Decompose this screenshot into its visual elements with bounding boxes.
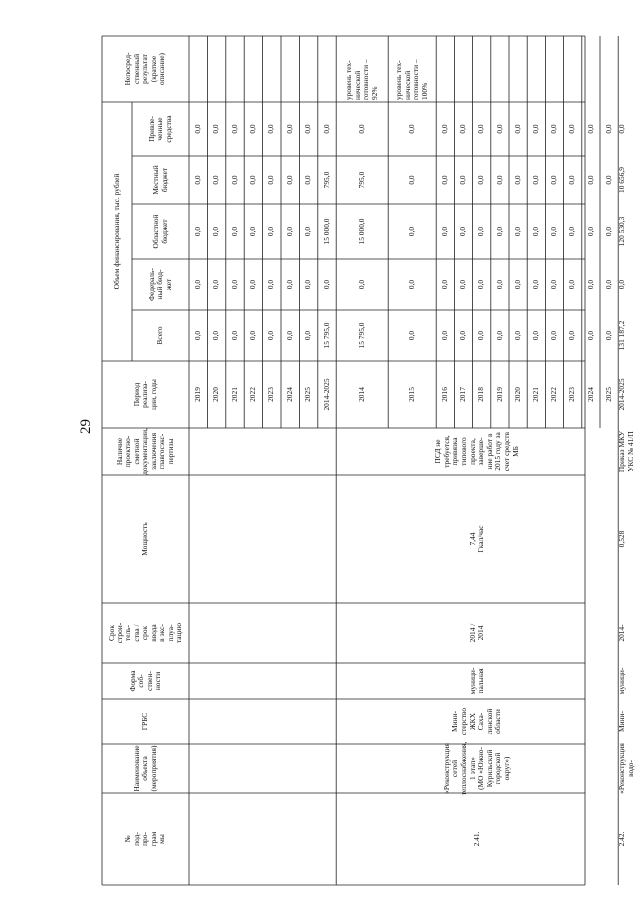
header-grbs: ГРБС — [140, 712, 150, 731]
header-no: № под- про- грам мы — [123, 831, 167, 847]
total-cell: 0,0 — [549, 330, 559, 341]
local-cell: 0,0 — [192, 175, 202, 185]
item-capacity: 0,528 — [617, 530, 627, 548]
federal-cell: 0,0 — [494, 279, 504, 290]
attracted-cell: 0,0 — [211, 124, 221, 134]
item-number: 2.41. — [471, 831, 481, 847]
item-grbs: Мини- стерство ЖКХ Саха- линской области — [450, 707, 503, 736]
period-cell: 2024 — [585, 387, 595, 402]
total-cell: 15 795,0 — [321, 322, 331, 349]
federal-cell: 0,0 — [266, 279, 276, 290]
federal-cell: 0,0 — [248, 279, 258, 290]
local-cell: 0,0 — [406, 175, 416, 185]
period-cell: 2016 — [439, 387, 449, 402]
period-cell: 2019 — [192, 387, 202, 402]
total-cell: 0,0 — [211, 330, 221, 341]
federal-cell: 0,0 — [512, 279, 522, 290]
federal-cell: 0,0 — [356, 279, 366, 290]
regional-cell: 0,0 — [284, 226, 294, 237]
regional-cell: 0,0 — [567, 226, 577, 237]
total-cell: 0,0 — [303, 330, 313, 341]
period-cell: 2021 — [229, 387, 239, 402]
federal-cell: 0,0 — [211, 279, 221, 290]
federal-cell: 0,0 — [458, 279, 468, 290]
result-cell: уровень тех- нической готовности – 100% — [394, 59, 429, 100]
local-cell: 0,0 — [512, 175, 522, 185]
header-total: Всего — [155, 326, 165, 345]
item-term: 2014- — [617, 624, 627, 642]
federal-cell: 0,0 — [530, 279, 540, 290]
result-cell: уровень тех- нической готовности – 92% — [344, 59, 379, 100]
regional-cell: 0,0 — [406, 226, 416, 237]
local-cell: 0,0 — [603, 175, 613, 185]
header-name: Наименование объекта (мероприятия) — [131, 745, 158, 792]
local-cell: 0,0 — [585, 175, 595, 185]
period-cell: 2018 — [476, 387, 486, 402]
item-name: «Реконструкция сетей теплоснабжения, 1 этап» (МО «Южно-Курильский городской округ») — [441, 741, 511, 796]
regional-cell: 15 000,0 — [321, 218, 331, 245]
regional-cell: 0,0 — [585, 226, 595, 237]
regional-cell: 0,0 — [439, 226, 449, 237]
page-number: 29 — [78, 419, 94, 434]
federal-cell: 0,0 — [192, 279, 202, 290]
total-cell: 0,0 — [512, 330, 522, 341]
period-cell: 2020 — [211, 387, 221, 402]
regional-cell: 0,0 — [303, 226, 313, 237]
period-cell: 2025 — [603, 387, 613, 402]
item-psd: Приказ МКУ УКС № 41/П — [617, 430, 635, 473]
federal-cell: 0,0 — [585, 279, 595, 290]
attracted-cell: 0,0 — [229, 124, 239, 134]
federal-cell: 0,0 — [406, 279, 416, 290]
attracted-cell: 0,0 — [476, 124, 486, 134]
attracted-cell: 0,0 — [303, 124, 313, 134]
federal-cell: 0,0 — [229, 279, 239, 290]
regional-cell: 0,0 — [229, 226, 239, 237]
federal-cell: 0,0 — [284, 279, 294, 290]
local-cell: 0,0 — [549, 175, 559, 185]
total-cell: 0,0 — [248, 330, 258, 341]
period-cell: 2019 — [494, 387, 504, 402]
local-cell: 795,0 — [321, 171, 331, 189]
period-cell: 2014-2025 — [617, 378, 627, 411]
attracted-cell: 0,0 — [585, 124, 595, 134]
header-period: Период реализа- ции, годы — [131, 379, 158, 410]
header-attracted: Привле- ченные средства — [146, 115, 173, 143]
period-cell: 2014-2025 — [321, 378, 331, 411]
period-cell: 2025 — [303, 387, 313, 402]
local-cell: 0,0 — [439, 175, 449, 185]
local-cell: 0,0 — [567, 175, 577, 185]
federal-cell: 0,0 — [617, 279, 627, 290]
total-cell: 0,0 — [439, 330, 449, 341]
regional-cell: 120 530,3 — [617, 216, 627, 247]
total-cell: 0,0 — [530, 330, 540, 341]
attracted-cell: 0,0 — [439, 124, 449, 134]
local-cell: 10 656,9 — [617, 167, 627, 193]
federal-cell: 0,0 — [439, 279, 449, 290]
local-cell: 0,0 — [303, 175, 313, 185]
regional-cell: 0,0 — [458, 226, 468, 237]
regional-cell: 15 000,0 — [356, 218, 366, 245]
total-cell: 0,0 — [476, 330, 486, 341]
regional-cell: 0,0 — [266, 226, 276, 237]
regional-cell: 0,0 — [530, 226, 540, 237]
attracted-cell: 0,0 — [284, 124, 294, 134]
federal-cell: 0,0 — [567, 279, 577, 290]
attracted-cell: 0,0 — [458, 124, 468, 134]
total-cell: 0,0 — [229, 330, 239, 341]
local-cell: 0,0 — [248, 175, 258, 185]
federal-cell: 0,0 — [321, 279, 331, 290]
period-cell: 2020 — [512, 387, 522, 402]
period-cell: 2023 — [567, 387, 577, 402]
local-cell: 0,0 — [494, 175, 504, 185]
regional-cell: 0,0 — [494, 226, 504, 237]
attracted-cell: 0,0 — [603, 124, 613, 134]
attracted-cell: 0,0 — [549, 124, 559, 134]
total-cell: 0,0 — [192, 330, 202, 341]
header-term: Срок строи- тель- ства / срок ввода в экс- плуа- тацию — [106, 622, 183, 644]
local-cell: 795,0 — [356, 171, 366, 189]
local-cell: 0,0 — [229, 175, 239, 185]
local-cell: 0,0 — [458, 175, 468, 185]
local-cell: 0,0 — [476, 175, 486, 185]
regional-cell: 0,0 — [476, 226, 486, 237]
federal-cell: 0,0 — [603, 279, 613, 290]
total-cell: 0,0 — [284, 330, 294, 341]
total-cell: 131 187,2 — [617, 320, 627, 351]
regional-cell: 0,0 — [192, 226, 202, 237]
federal-cell: 0,0 — [549, 279, 559, 290]
total-cell: 0,0 — [458, 330, 468, 341]
header-federal: Федераль- ный бюд- жет — [146, 268, 173, 301]
local-cell: 0,0 — [284, 175, 294, 185]
budget-table — [102, 36, 635, 885]
header-regional: Областной бюджет — [151, 214, 169, 249]
total-cell: 0,0 — [603, 330, 613, 341]
attracted-cell: 0,0 — [356, 124, 366, 134]
regional-cell: 0,0 — [248, 226, 258, 237]
header-finance-group: Объем финансирования, тыс. рублей — [111, 173, 121, 290]
period-cell: 2024 — [284, 387, 294, 402]
attracted-cell: 0,0 — [512, 124, 522, 134]
attracted-cell: 0,0 — [617, 124, 627, 134]
total-cell: 0,0 — [585, 330, 595, 341]
regional-cell: 0,0 — [603, 226, 613, 237]
attracted-cell: 0,0 — [530, 124, 540, 134]
regional-cell: 0,0 — [512, 226, 522, 237]
period-cell: 2022 — [549, 387, 559, 402]
total-cell: 0,0 — [494, 330, 504, 341]
period-cell: 2022 — [248, 387, 258, 402]
attracted-cell: 0,0 — [321, 124, 331, 134]
attracted-cell: 0,0 — [266, 124, 276, 134]
header-local: Местный бюджет — [151, 165, 169, 195]
local-cell: 0,0 — [530, 175, 540, 185]
total-cell: 15 795,0 — [356, 322, 366, 349]
federal-cell: 0,0 — [476, 279, 486, 290]
federal-cell: 0,0 — [303, 279, 313, 290]
period-cell: 2017 — [458, 387, 468, 402]
item-grbs: Мини- — [617, 711, 627, 732]
total-cell: 0,0 — [567, 330, 577, 341]
period-cell: 2015 — [406, 387, 416, 402]
attracted-cell: 0,0 — [406, 124, 416, 134]
regional-cell: 0,0 — [211, 226, 221, 237]
item-ownership: муници- пальная — [467, 667, 486, 695]
local-cell: 0,0 — [211, 175, 221, 185]
item-name: «Реконструкция водо- — [617, 743, 635, 794]
local-cell: 0,0 — [266, 175, 276, 185]
attracted-cell: 0,0 — [248, 124, 258, 134]
item-capacity: 7,44 Гкал/час — [467, 525, 486, 553]
period-cell: 2023 — [266, 387, 276, 402]
period-cell: 2021 — [530, 387, 540, 402]
item-ownership: муници- — [617, 667, 627, 695]
header-ownership: Форма соб- ствен- ности — [127, 670, 162, 692]
attracted-cell: 0,0 — [192, 124, 202, 134]
regional-cell: 0,0 — [549, 226, 559, 237]
item-number: 2.42. — [617, 831, 627, 847]
header-psd: Наличие проектно- сметной документации, заключения главгосэкс- пертизы — [115, 428, 175, 475]
period-cell: 2014 — [356, 387, 366, 402]
total-cell: 0,0 — [406, 330, 416, 341]
header-result: Непосред- ственный результат (краткое описание) — [123, 52, 167, 86]
total-cell: 0,0 — [266, 330, 276, 341]
attracted-cell: 0,0 — [494, 124, 504, 134]
header-capacity: Мощность — [140, 522, 150, 556]
item-psd: ПСД не требуется, привязка типового проекта, заверше- ние работ в 2015 году за счет средств МБ — [433, 431, 520, 472]
item-term: 2014 / 2014 — [467, 623, 486, 643]
attracted-cell: 0,0 — [567, 124, 577, 134]
